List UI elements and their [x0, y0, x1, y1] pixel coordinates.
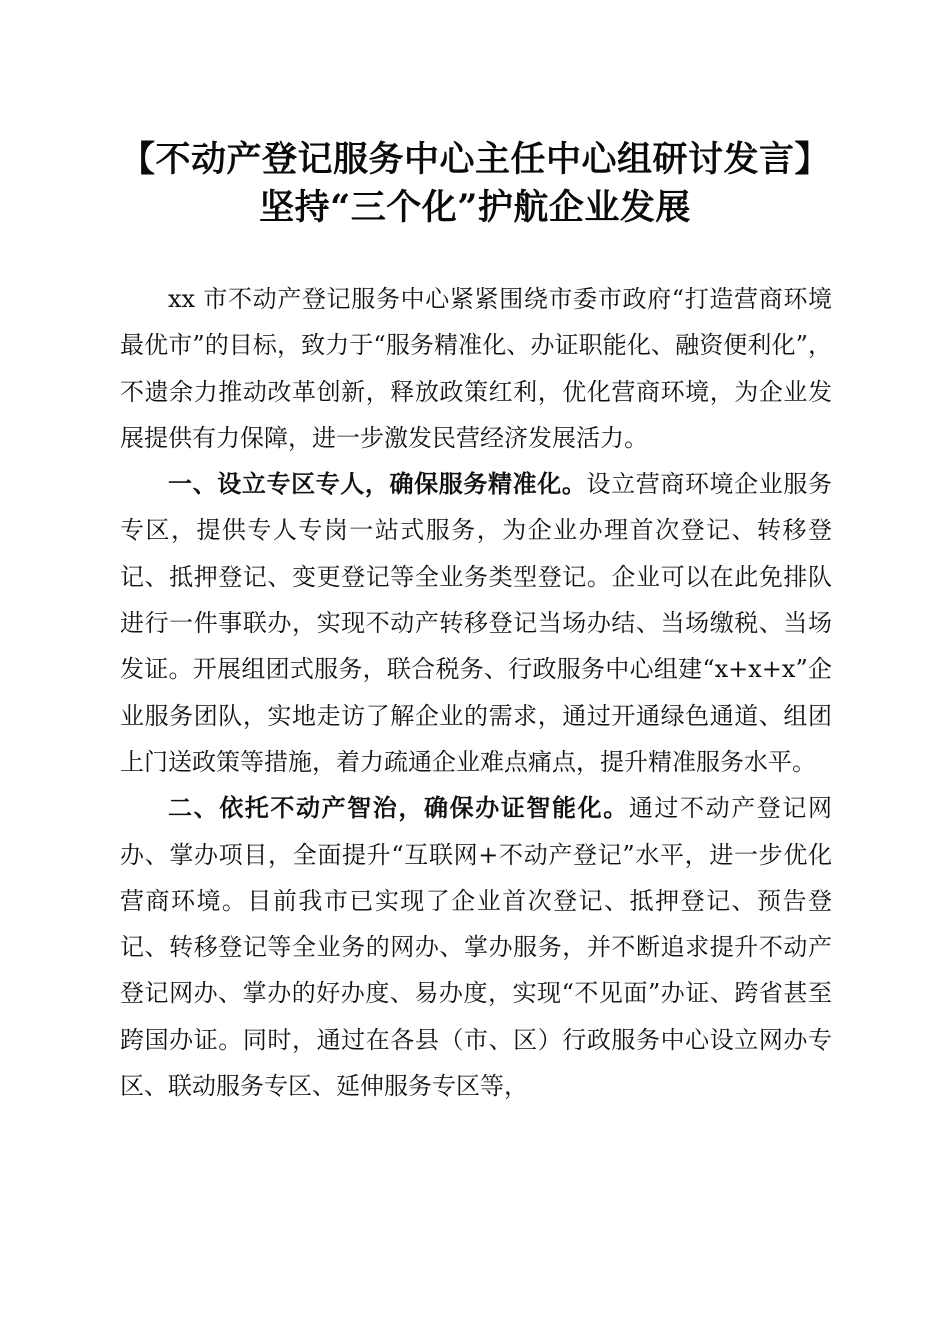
document-title [60, 136, 890, 232]
paragraph-text: 设立营商环境企业服务专区，提供专人专岗一站式服务，为企业办理首次登记、转移登记、抵押登记、变更登记等全业务类型登记。企业可以在此免排队进行一件事联办，实现不动产转移登记当场办结、当场缴税、当场发证。开展组团式服务，联合税务、行政服务中心组建“x+x+x”企业服务团队，实地走访了解企业的需求，通过开通绿色通道、组团上门送政策等措施，着力疏通企业难点痛点，提升精准服务水平。 [120, 470, 833, 776]
paragraph-section-2 [120, 785, 832, 1109]
paragraph-section-1 [120, 461, 832, 785]
paragraph-text: xx 市不动产登记服务中心紧紧围绕市委市政府“打造营商环境最优市”的目标，致力于“服务精准化、办证职能化、融资便利化”，不遗余力推动改革创新，释放政策红利，优化营商环境，为企业发展提供有力保障，进一步激发民营经济发展活力。 [120, 285, 832, 452]
paragraph-intro [120, 276, 832, 461]
document-body [120, 276, 832, 1109]
section-heading-2: 二、依托不动产智治，确保办证智能化。 [168, 794, 629, 823]
section-heading-1: 一、设立专区专人，确保服务精准化。 [168, 470, 587, 499]
paragraph-text: 通过不动产登记网办、掌办项目，全面提升“互联网+不动产登记”水平，进一步优化营商环境。目前我市已实现了企业首次登记、抵押登记、预告登记、转移登记等全业务的网办、掌办服务，并不断追求提升不动产登记网办、掌办的好办度、易办度，实现“不见面”办证、跨省甚至跨国办证。同时，通过在各县（市、区）行政服务中心设立网办专区、联动服务专区、延伸服务专区等， [120, 794, 833, 1101]
title-line-2: 坚持“三个化”护航企业发展 [259, 187, 691, 228]
title-line-1: 【不动产登记服务中心主任中心组研讨发言】 [119, 139, 830, 180]
